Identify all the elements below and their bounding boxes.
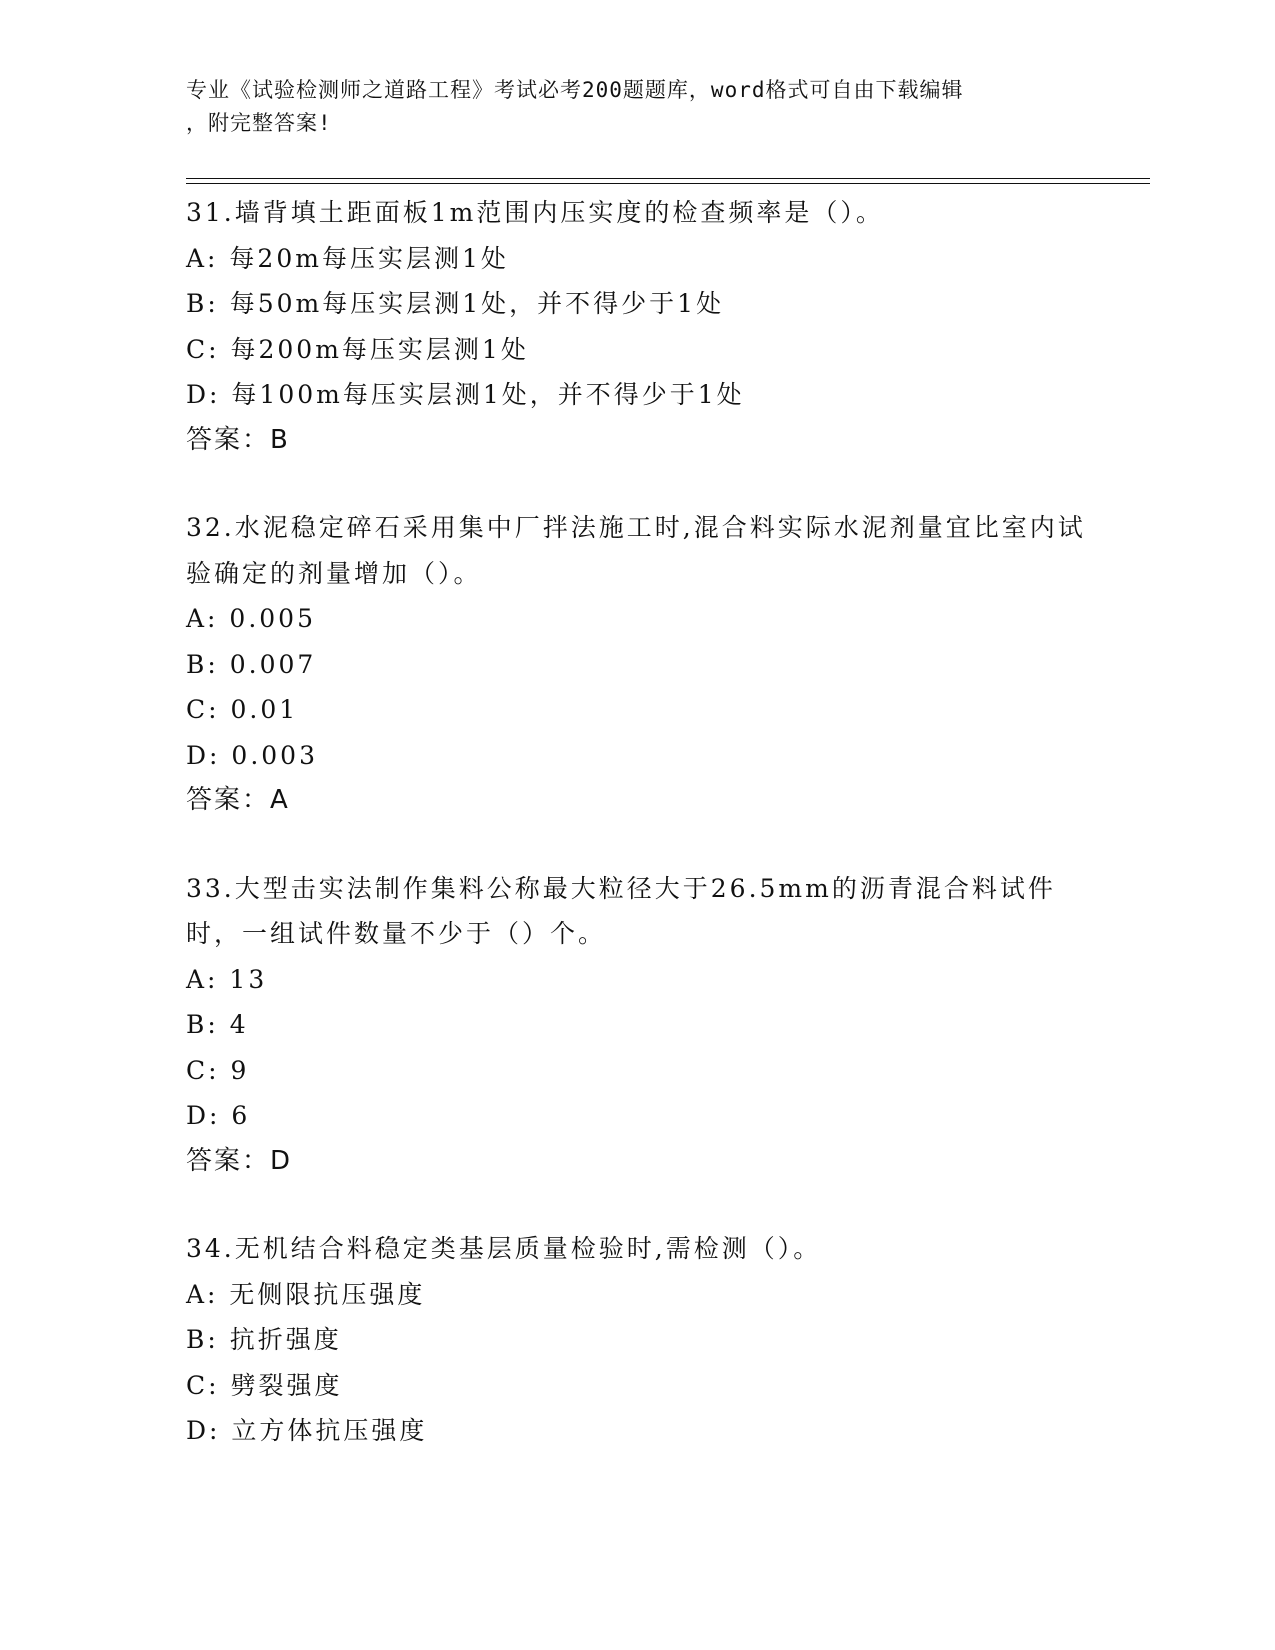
header-divider-bottom <box>186 183 1150 184</box>
answer-label: 答案：A <box>186 785 290 815</box>
option-d: D: 6 <box>186 1101 251 1130</box>
answer-label: 答案：D <box>186 1145 293 1176</box>
option-c: C: 每200m每压实层测1处 <box>186 334 529 364</box>
option-d: D: 0.003 <box>186 740 318 770</box>
option-b: B: 0.007 <box>186 649 317 679</box>
header-divider-top <box>186 178 1150 179</box>
question-text: 34.无机结合料稳定类基层质量检验时,需检测（）。 <box>186 1234 822 1263</box>
option-a: A: 每20m每压实层测1处 <box>186 243 509 273</box>
option-d: D: 立方体抗压强度 <box>186 1416 428 1445</box>
question-33 <box>186 866 1086 1185</box>
question-text: 32.水泥稳定碎石采用集中厂拌法施工时,混合料实际水泥剂量宜比室内试验确定的剂量增加（）。 <box>186 513 1086 588</box>
question-text: 31.墙背填土距面板1m范围内压实度的检查频率是（）。 <box>186 198 884 227</box>
option-a: A: 0.005 <box>186 604 316 633</box>
option-b: B: 抗折强度 <box>186 1325 342 1354</box>
option-b: B: 4 <box>186 1010 249 1039</box>
option-c: C: 劈裂强度 <box>186 1370 343 1400</box>
question-31 <box>186 190 1086 463</box>
option-a: A: 无侧限抗压强度 <box>186 1279 426 1309</box>
option-c: C: 9 <box>186 1055 250 1085</box>
option-a: A: 13 <box>186 964 268 994</box>
question-list <box>186 190 1086 1496</box>
option-b: B: 每50m每压实层测1处，并不得少于1处 <box>186 289 725 318</box>
answer-label: 答案：B <box>186 424 290 455</box>
option-c: C: 0.01 <box>186 695 299 724</box>
header-line-1: 专业《试验检测师之道路工程》考试必考200题题库，word格式可自由下载编辑 <box>186 78 964 102</box>
header-line-2: ，附完整答案! <box>186 111 332 135</box>
question-text: 33.大型击实法制作集料公称最大粒径大于26.5mm的沥青混合料试件时，一组试件数量不少于（）个。 <box>186 873 1056 948</box>
question-32 <box>186 505 1086 824</box>
question-34 <box>186 1226 1086 1454</box>
option-d: D: 每100m每压实层测1处，并不得少于1处 <box>186 380 745 409</box>
document-header <box>186 74 1076 140</box>
